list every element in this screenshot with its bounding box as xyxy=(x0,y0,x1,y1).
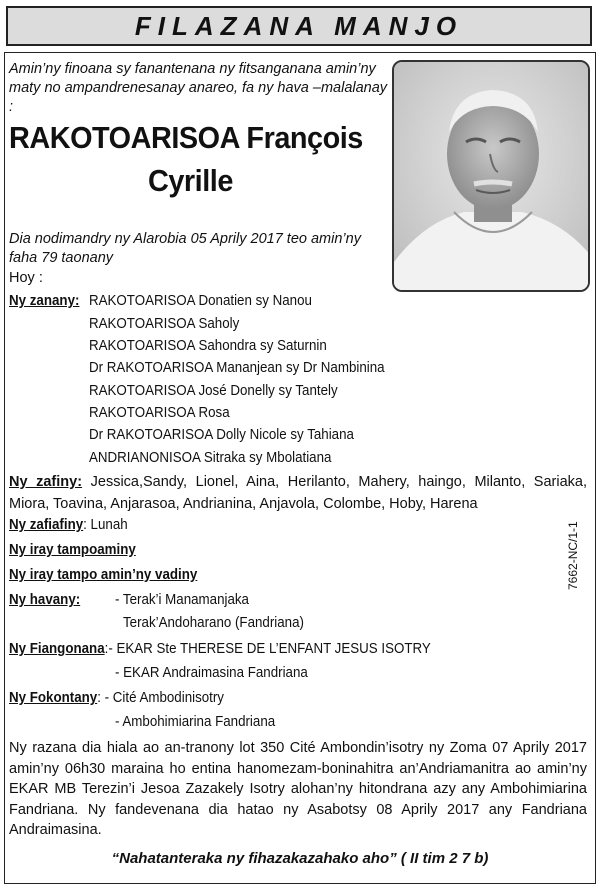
zanany-item: RAKOTOARISOA Sahondra sy Saturnin xyxy=(89,338,327,354)
portrait-image xyxy=(394,62,590,292)
zafiafiny-label: Ny zafiafiny xyxy=(9,517,84,533)
hoy-label: Hoy : xyxy=(9,270,43,286)
funeral-details: Ny razana dia hiala ao an-tranony lot 350 Cité Ambondin’isotry ny Zoma 07 Aprily 2017 amin’ny 06h30 maraina ho entina hanomezam-boninahitra an’Andriamanitra ao amin’ny EKAR MB Terezin’i Jesoa Zazakely Isotry alohan’ny hitondrana azy any Ambohimiarina Fandriana. Ny fandevenana dia hatao ny Asabotsy 08 Aprily 2017 any Fandriana Andraimasina. xyxy=(9,740,587,838)
fiangonana-item: - EKAR Andraimasina Fandriana xyxy=(115,665,308,681)
bible-quote: “Nahatanteraka ny fihazakazahako aho” ( II tim 2 7 b) xyxy=(111,850,489,867)
deceased-name-line2: Cyrille xyxy=(148,163,233,198)
tampoaminy-label: Ny iray tampoaminy xyxy=(9,542,136,558)
zafiafiny-block xyxy=(9,517,128,533)
death-notice: Dia nodimandry ny Alarobia 05 Aprily 2017 teo amin’ny faha 79 taonany xyxy=(9,231,361,266)
havany-item: - Terak’i Manamanjaka xyxy=(115,592,249,608)
reference-code: 7662-NC/1-1 xyxy=(566,521,580,590)
fiangonana-item: :- EKAR Ste THERESE DE L’ENFANT JESUS ISOTRY xyxy=(104,641,431,657)
header-title: FILAZANA MANJO xyxy=(134,10,464,41)
havany-item: Terak’Andoharano (Fandriana) xyxy=(123,615,304,631)
deceased-name-line1: RAKOTOARISOA François xyxy=(9,120,363,155)
fiangonana-label: Ny Fiangonana xyxy=(9,641,105,657)
zanany-item: Dr RAKOTOARISOA Mananjean sy Dr Nambinina xyxy=(89,360,385,376)
zanany-item: Dr RAKOTOARISOA Dolly Nicole sy Tahiana xyxy=(89,427,354,443)
fokontany-item: - Ambohimiarina Fandriana xyxy=(115,714,276,730)
fokontany-item: : - Cité Ambodinisotry xyxy=(97,690,224,706)
zafiafiny-text: : Lunah xyxy=(83,517,128,533)
fiangonana-block xyxy=(9,641,431,657)
portrait-photo xyxy=(392,60,590,292)
fokontany-block xyxy=(9,690,224,706)
fokontany-label: Ny Fokontany xyxy=(9,690,98,706)
zafiny-text: Jessica,Sandy, Lionel, Aina, Herilanto, Mahery, haingo, Milanto, Sariaka, Miora, Toavina, Anjarasoa, Andrianina, Anjavola, Colombe, Hoby, Harena xyxy=(9,474,587,512)
zanany-item: RAKOTOARISOA Saholy xyxy=(89,316,240,332)
tampo-vadiny-label: Ny iray tampo amin’ny vadiny xyxy=(9,567,198,583)
intro-text: Amin’ny finoana sy fanantenana ny fitsanganana amin’ny maty no ampandrenesanay anareo, fa ny hava –malalanay : xyxy=(9,61,388,115)
header-banner xyxy=(6,6,592,46)
zanany-item: RAKOTOARISOA José Donelly sy Tantely xyxy=(89,383,338,399)
havany-label: Ny havany: xyxy=(9,592,81,608)
zanany-item: RAKOTOARISOA Rosa xyxy=(89,405,230,421)
zafiny-label: Ny zafiny: xyxy=(9,474,83,490)
zanany-item: RAKOTOARISOA Donatien sy Nanou xyxy=(89,293,312,309)
zanany-item: ANDRIANONISOA Sitraka sy Mbolatiana xyxy=(89,450,332,466)
zanany-label: Ny zanany: xyxy=(9,293,80,309)
zafiny-block xyxy=(9,471,587,515)
